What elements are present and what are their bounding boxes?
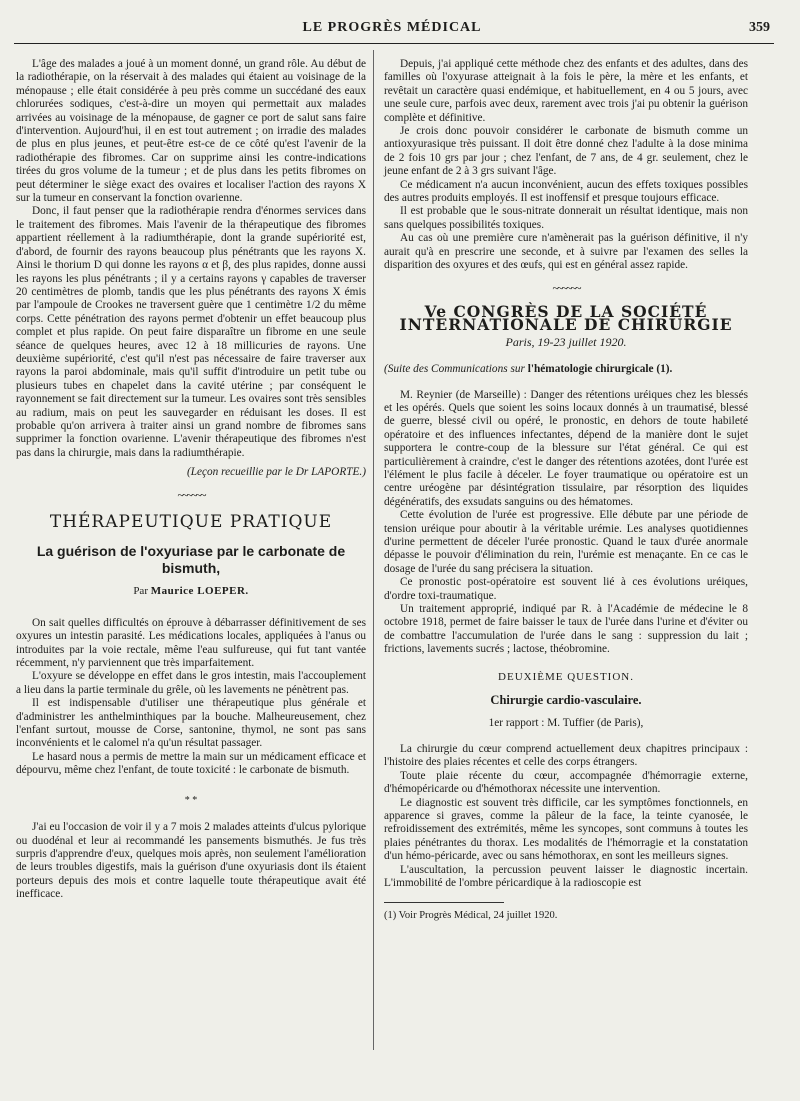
paragraph: On sait quelles difficultés on éprouve à débarrasser définitivement de ses oxyures un intestin parasité. Les médications locales, appliquées à l'anus ou introduites par la voie rectale, même l'eau sulfureuse, qui fut tant vantée récemment, n'y parviennent que très imparfaitement. — [16, 616, 366, 670]
page-header — [14, 20, 770, 44]
header-rule — [14, 43, 774, 44]
footnote-rule — [384, 902, 504, 903]
question-heading: DEUXIÈME QUESTION. — [498, 670, 634, 683]
paragraph: L'âge des malades a joué à un moment donné, un grand rôle. Au début de la radiothérapie, on la réservait à des malades qui étaient au voisinage de la ménopause ; elle était considérée à peu près comme un succédané des eaux chlorurées sodiques, c'est-à-dire un moyen qui permettait aux malades arrivées au voisinage de la ménopause, de gagner ce port de salut sans faire d'intervention. Aujourd'hui, il en est tout autrement ; on irradie des malades de plus en plus jeunes, et peut-être est-ce de ce côté qu'est l'avenir de la radiothérapie des fibromes. Car on supprime ainsi les contre-indications tirées du gros volume de la tumeur ; et de plus dans les petits fibromes on peut déterminer le siège exact des ovaires et localiser l'action des rayons X sur la tumeur en conservant la fonction ovarienne. — [16, 58, 366, 205]
ornament: ~~~~~~ — [552, 280, 580, 295]
footnote: (1) Voir Progrès Médical, 24 juillet 1920. — [384, 910, 558, 922]
lecture-signature: (Leçon recueillie par le Dr LAPORTE.) — [186, 466, 366, 479]
page-number: 359 — [749, 20, 770, 35]
asterism: * * — [184, 794, 198, 806]
question-title: Chirurgie cardio-vasculaire. — [490, 693, 642, 708]
paragraph: Donc, il faut penser que la radiothérapie rendra d'énormes services dans le traitement des fibromes. Mais l'avenir de la thérapeutique des fibromes appartient réellement à la radiumthérapie, dont la grande supériorité est, d'abord, de fournir des rayons beaucoup plus pénétrants que les rayons X. Ainsi le thorium D qui donne les rayons α et β, des plus rapides, donne aussi les rayons les plus pénétrants ; il y a certains rayons γ capables de traverser 20 centimètres de plomb, tandis que les plus pénétrants des rayons X émis par l'ampoule de Crookes ne traversent guère que 1 centimètre 1/2 du même corps. Cette pénétration des rayons permet d'obtenir un effet beaucoup plus complet et plus rapide. On peut faire disparaître un fibrome en une seule séance de quelques heures, avec 12 à 18 millicuries de rayons. Une deuxième supériorité, c'est qu'il n'est pas nécessaire de faire traverser aux rayons la paroi abdominale, mais qu'il suffit d'introduire un petit tube ou plusieurs tubes en chapelet dans la cavité utérine ; par conséquent le rayonnement se fait directement sur la tumeur. Les ovaires sont très sensibles au radium, mais on peut les sauvegarder en réduisant les doses. Il est probable qu'on arrivera à traiter ainsi un grand nombre de fibromes sans supprimer la fonction ovarienne. L'avenir thérapeutique des fibromes n'est pas dans la chirurgie, mais dans la radiumthérapie. — [16, 205, 366, 459]
ornament: ~~~~~~ — [177, 487, 205, 502]
author-name: Maurice LOEPER. — [150, 585, 249, 598]
paragraph: M. Reynier (de Marseille) : Danger des rétentions uréiques chez les blessés et les opérés. Quels que soient les soins locaux donnés à un traumatisé, blessé de guerre, blessé civil ou opéré, le pronostic, en dehors de toute habileté opératoire et des influences infectantes, dépend de la manière dont le sujet supportera le contre-coup de la blessure sur l'état général. Ce qui est particulièrement à craindre, c'est le danger des rétentions azotées, dont l'urée est l'élément le plus facile à déceler. Le foyer traumatique ou opératoire est un centre uréogène par désintégration tissulaire, par résorption des liquides dégénératifs, des exsudats sanguins ou des hématomes. — [384, 388, 748, 508]
journal-title: LE PROGRÈS MÉDICAL — [302, 20, 482, 35]
paragraph: Je crois donc pouvoir considérer le carbonate de bismuth comme un antioxyurasique très puissant. Il doit être donné chez l'adulte à la dose minima de 2 fois 10 grs par jour ; chez l'enfant, de 7 ans, de 4 gr. seulement, chez le jeune enfant de 2 à 3 grs suivant l'âge. — [384, 125, 748, 178]
paragraph: L'auscultation, la percussion peuvent laisser le diagnostic incertain. L'immobilité de l'ombre péricardique à la radioscopie est — [384, 863, 748, 889]
author-prefix: Par — [133, 585, 148, 598]
paragraph: Le diagnostic est souvent très difficile, car les symptômes fonctionnels, en apparence si graves, comme la pâleur de la face, la teinte cyanosée, le refroidissement des extrémités, même les syncopes, sont communs à toutes les plaies pénétrantes du thorax. Les modalités de l'hémorragie et la constatation d'un hémo-péricarde, avec ou sans hémothorax, en sont les meilleurs signes. — [384, 796, 748, 863]
paragraph: La chirurgie du cœur comprend actuellement deux chapitres principaux : l'histoire des plaies récentes et celle des corps étrangers. — [384, 742, 748, 769]
right-column — [384, 58, 748, 923]
subheading — [384, 363, 748, 376]
paragraph: Toute plaie récente du cœur, accompagnée d'hémorragie externe, d'hémopéricarde ou d'hémothorax nécessite une intervention. — [384, 769, 748, 796]
paragraph: Il est probable que le sous-nitrate donnerait un résultat identique, mais non sans quelques possibilités toxiques. — [384, 205, 748, 231]
left-column — [16, 58, 366, 902]
paragraph: Depuis, j'ai appliqué cette méthode chez des enfants et des adultes, dans des familles où l'oxyurase atteignait à la fois le père, la mère et les enfants, et revêtait un caractère quasi endémique, et habituellement, en 4 ou 5 jours, avec une seule cure, parfois avec deux, rarement avec trois j'ai pu obtenir la guérison complète et définitive. — [384, 58, 748, 124]
congress-place: Paris, 19-23 juillet 1920. — [505, 334, 627, 349]
paragraph: Il est indispensable d'utiliser une thérapeutique plus générale et d'administrer les anthelminthiques par la bouche. Malheureusement, chez l'enfant surtout, mousse de Corse, santonine, thymol, ne sont pas sans inconvénients et le calomel n'a qu'un résultat passager. — [16, 697, 366, 750]
subheading-italic: (Suite des Communications sur — [384, 363, 525, 376]
subheading-bold: l'hématologie chirurgicale (1). — [527, 363, 673, 376]
paragraph: L'oxyure se développe en effet dans le gros intestin, mais l'accouplement a lieu dans la partie terminale du grêle, où les lavements ne pénètrent pas. — [16, 670, 366, 696]
article-author — [16, 585, 366, 598]
section-title: THÉRAPEUTIQUE PRATIQUE — [49, 512, 333, 532]
paragraph: Le hasard nous a permis de mettre la main sur un médicament efficace et dépourvu, même chez l'enfant, de toute toxicité : le carbonate de bismuth. — [16, 750, 366, 777]
article-title: La guérison de l'oxyuriase par le carbonate de bismuth, — [36, 543, 346, 577]
paragraph: Un traitement approprié, indiqué par R. à l'Académie de médecine le 8 octobre 1918, permet de faire baisser le taux de l'urée dans l'urine et d'éviter ou de combattre l'accumulation de l'urée dans le sang : suppression du lait ; frictions, lavements sucrés ; lactose, théobromine. — [384, 603, 748, 656]
report-heading: 1er rapport : M. Tuffier (de Paris), — [488, 717, 644, 730]
paragraph: Ce médicament n'a aucun inconvénient, aucun des effets toxiques possibles des autres produits employés. Il est inoffensif et presque toujours efficace. — [384, 178, 748, 205]
paragraph: J'ai eu l'occasion de voir il y a 7 mois 2 malades atteints d'ulcus pylorique ou duodénal et leur ai recommandé les pansements bismuthés. Je fus très surpris d'apprendre d'eux, quelques mois après, non seulement l'amélioration de leurs troubles digestifs, mais la guérison d'une oxyuriasis dont ils étaient porteurs depuis des mois et contre laquelle toute thérapeutique avait été inefficace. — [16, 821, 366, 901]
column-separator — [373, 50, 374, 1050]
paragraph: Cette évolution de l'urée est progressive. Elle débute par une période de tension uréique pour aboutir à la véritable urémie. Les analyses quotidiennes d'urine permettent de déceler l'urée pronostic. Quand le taux d'urée anormale dépasse le pouvoir d'élimination du rein, l'urémie est menaçante. En ce cas le dosage de l'urée du sang précisera la situation. — [384, 509, 748, 575]
paragraph: Ce pronostic post-opératoire est souvent lié à ces évolutions uréiques, d'ordre toxi-traumatique. — [384, 576, 748, 602]
paragraph: Au cas où une première cure n'amènerait pas la guérison définitive, il n'y aurait qu'à en prescrire une seconde, et à suivre par l'examen des selles la disparition des oxyures et des œufs, qui est en général assez rapide. — [384, 232, 748, 272]
congress-title: Ve CONGRÈS DE LA SOCIÉTÉ INTERNATIONALE DE CHIRURGIE — [399, 301, 733, 335]
